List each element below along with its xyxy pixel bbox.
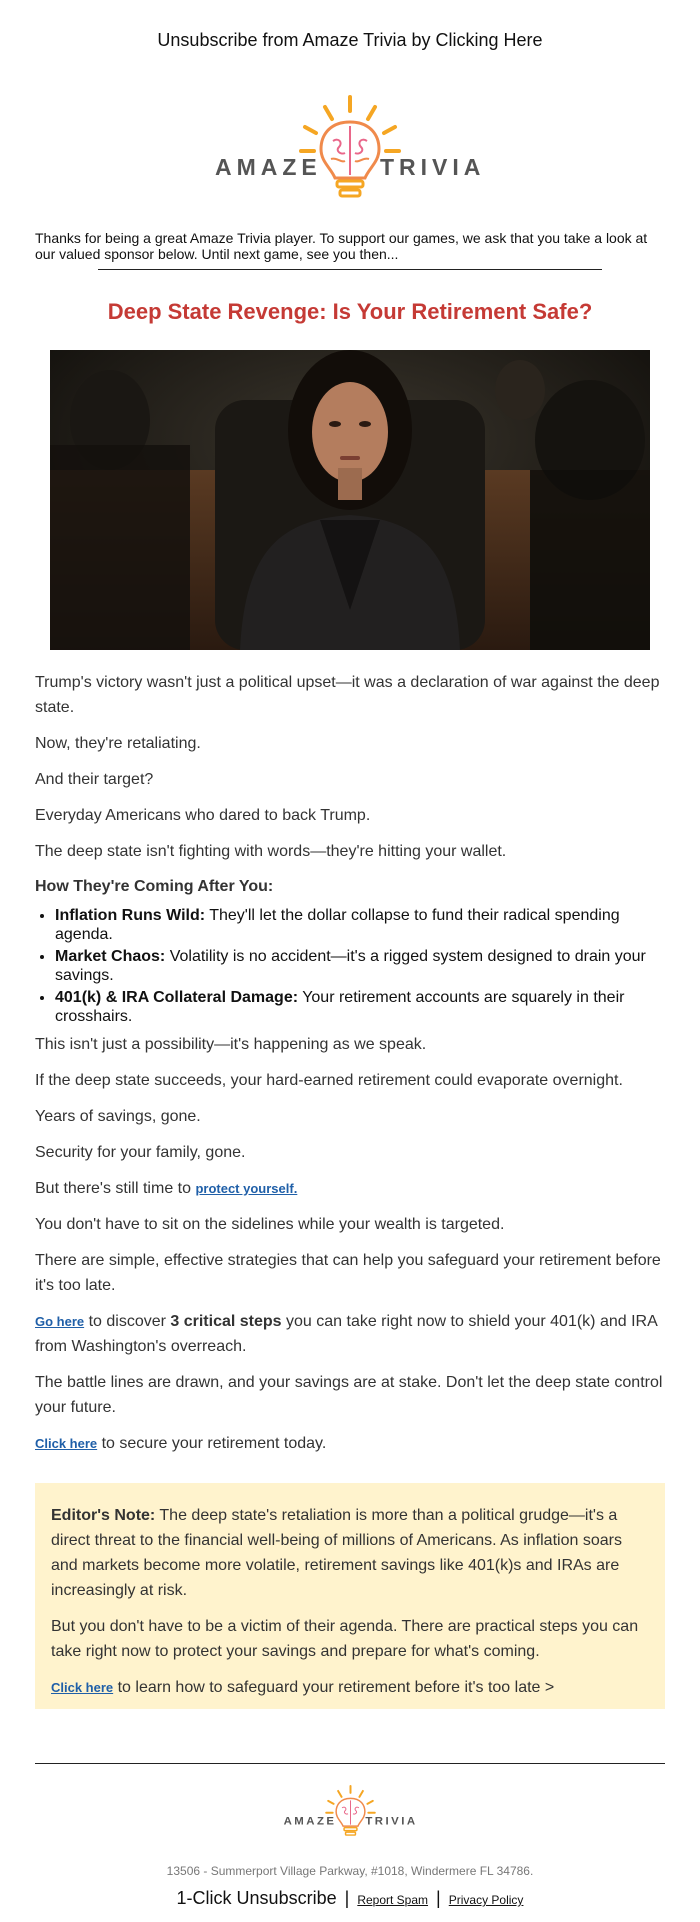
editors-note-paragraph (51, 1675, 649, 1700)
protect-yourself-link[interactable]: protect yourself. (195, 1181, 298, 1196)
paragraph: Years of savings, gone. (35, 1108, 201, 1125)
list-item (55, 988, 665, 1026)
paragraph-text: to secure your retirement today. (97, 1435, 327, 1452)
bullet-title: Market Chaos: (55, 948, 166, 965)
paragraph: Security for your family, gone. (35, 1144, 246, 1161)
paragraph: Now, they're retaliating. (35, 735, 201, 752)
list-item (55, 947, 665, 985)
paragraph-text: you can take right now to shield your 401(k) and IRA from Washington's overreach. (35, 1313, 657, 1355)
privacy-policy-link[interactable]: Privacy Policy (448, 1893, 524, 1907)
logo-word-left: AMAZE (215, 154, 322, 180)
footer-divider (35, 1763, 665, 1764)
hero-image (50, 350, 650, 650)
editors-note-label: Editor's Note: (51, 1507, 156, 1524)
article-headline: Deep State Revenge: Is Your Retirement Safe? (107, 299, 593, 324)
paragraph-text: But there's still time to (35, 1180, 196, 1197)
paragraph: Everyday Americans who dared to back Trump. (35, 807, 371, 824)
bullet-title: 401(k) & IRA Collateral Damage: (55, 989, 299, 1006)
article-body (35, 670, 665, 1467)
one-click-unsubscribe-link[interactable]: 1-Click Unsubscribe (176, 1888, 337, 1908)
paragraph-text: to discover (84, 1313, 171, 1330)
paragraph: If the deep state succeeds, your hard-earned retirement could evaporate overnight. (35, 1072, 623, 1089)
paragraph (35, 1176, 665, 1201)
amaze-trivia-footer-logo (283, 1785, 418, 1842)
paragraph-text: to learn how to safeguard your retirement before it's too late > (113, 1679, 555, 1696)
bullet-text: They'll let the dollar collapse to fund their radical spending agenda. (55, 907, 620, 943)
editors-note-click-here-link[interactable]: Click here (51, 1680, 114, 1695)
paragraph: There are simple, effective strategies that can help you safeguard your retirement before it's too late. (35, 1252, 661, 1294)
paragraph: Trump's victory wasn't just a political upset—it was a declaration of war against the deep state. (35, 674, 660, 716)
intro-text: Thanks for being a great Amaze Trivia player. To support our games, we ask that you take a look at our valued sponsor below. Until next game, see you then... (35, 230, 648, 262)
paragraph (35, 1309, 665, 1359)
list-item (55, 906, 665, 944)
footer-links (0, 1888, 700, 1909)
bullet-list (35, 906, 665, 1026)
divider (98, 269, 602, 270)
logo-word-right: TRIVIA (380, 154, 485, 180)
bullet-title: Inflation Runs Wild: (55, 907, 206, 924)
logo-word-left: AMAZE (283, 1815, 337, 1828)
paragraph: This isn't just a possibility—it's happening as we speak. (35, 1036, 427, 1053)
section-heading: How They're Coming After You: (35, 878, 274, 895)
paragraph: You don't have to sit on the sidelines while your wealth is targeted. (35, 1216, 505, 1233)
amaze-trivia-logo (215, 95, 485, 210)
separator: | (436, 1888, 441, 1908)
editors-note-paragraph: But you don't have to be a victim of their agenda. There are practical steps you can take right now to protect your savings and prepare for what's coming. (51, 1618, 639, 1660)
editors-note-paragraph (51, 1503, 649, 1603)
paragraph (35, 1431, 665, 1456)
click-here-link[interactable]: Click here (35, 1436, 98, 1451)
paragraph: The battle lines are drawn, and your savings are at stake. Don't let the deep state control your future. (35, 1374, 663, 1416)
bullet-text: Volatility is no accident—it's a rigged system designed to drain your savings. (55, 948, 646, 984)
footer-address: 13506 - Summerport Village Parkway, #1018, Windermere FL 34786. (166, 1864, 534, 1878)
emphasis-text: 3 critical steps (170, 1313, 282, 1330)
bullet-text: Your retirement accounts are squarely in their crosshairs. (55, 989, 625, 1025)
report-spam-link[interactable]: Report Spam (357, 1893, 429, 1907)
editors-note-box (35, 1483, 665, 1709)
paragraph: The deep state isn't fighting with words—they're hitting your wallet. (35, 843, 507, 860)
separator: | (344, 1888, 350, 1908)
unsubscribe-link-top[interactable]: Unsubscribe from Amaze Trivia by Clicking Here (157, 30, 543, 50)
go-here-link[interactable]: Go here (35, 1314, 85, 1329)
paragraph: And their target? (35, 771, 154, 788)
logo-word-right: TRIVIA (365, 1815, 418, 1828)
paragraph-text: The deep state's retaliation is more than a political grudge—it's a direct threat to the financial well-being of millions of Americans. As inflation soars and markets become more volatile, retirement savings like 401(k)s and IRAs are increasingly at risk. (51, 1507, 622, 1599)
